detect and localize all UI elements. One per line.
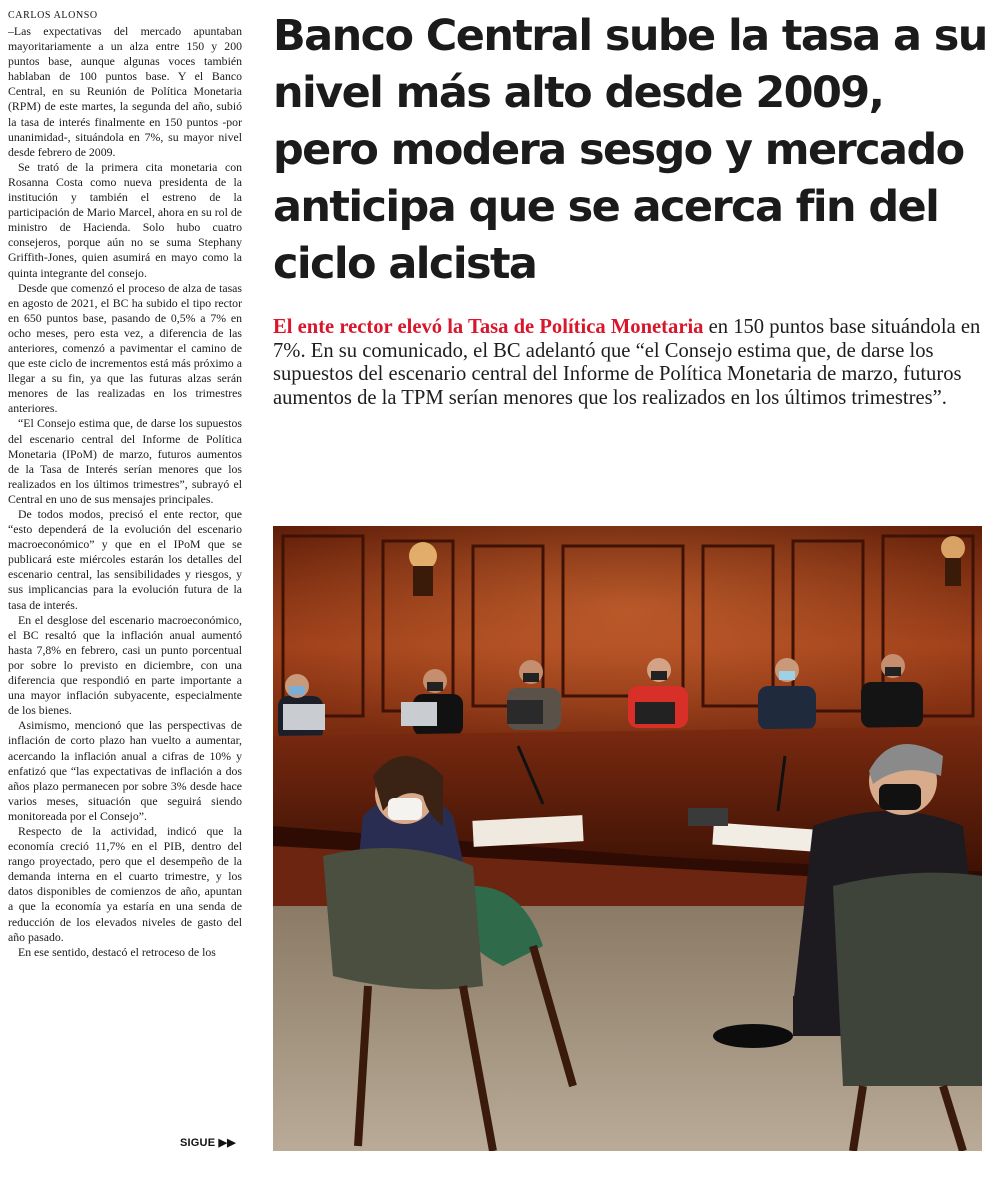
deck-lead: El ente rector elevó la Tasa de Política Monetaria: [273, 316, 704, 338]
deck-text: en 150 puntos base situándola en 7%. En su comunicado, el BC adelantó que “el Consejo estima que, de darse los supuestos del escenario central del Informe de Política Monetaria de marzo, futuros aumentos de la TPM serían menores que los realizados en los últimos trimestres”.: [273, 316, 981, 409]
byline: CARLOS ALONSO: [8, 10, 98, 21]
headline: Banco Central sube la tasa a su nivel más alto desde 2009, pero modera sesgo y mercado anticipa que se acerca fin del ciclo alcista: [273, 11, 987, 289]
leather-chair: [323, 848, 483, 989]
continue-link[interactable]: SIGUE ▶▶: [180, 1137, 236, 1149]
body-paragraph: Se trató de la primera cita monetaria con Rosanna Costa como nueva presidenta de la institución y también el estreno de la participación de Mario Marcel, ahora en su rol de ministro de Hacienda. Solo hubo cuatro consejeros, porque aún no se suma Stephany Griffith-Jones, quien asumirá en mayo como la quinta integrante del consejo.: [8, 159, 242, 280]
body-paragraph: Respecto de la actividad, indicó que la economía creció 11,7% en el PIB, dentro del rango proyectado, pero que el desempeño de la demanda interna en el cuarto trimestre, y los datos disponibles de comienzos de año, apuntan a que la economía ya estaría en una senda de reducción de los elevados niveles de gasto del año pasado.: [8, 823, 242, 944]
body-paragraph: De todos modos, precisó el ente rector, que “esto dependerá de la evolución del escenario macroeconómico” y que en el IPoM que se publicará este miércoles estarán los detalles del escenario central, las sensibilidades y riesgos, y sus implicancias para la evolución futura de la tasa de interés.: [8, 507, 242, 612]
body-paragraph: Asimismo, mencionó que las perspectivas de inflación de corto plazo han vuelto a aumentar, acercando la inflación anual a cifras de 10% y enfatizó que “las expectativas de inflación a dos años plazo permanecen por sobre 3% desde hace varios meses, situación que seguirá siendo monitoreada por el Consejo”.: [8, 718, 242, 823]
leather-chair: [833, 873, 982, 1086]
body-paragraph: En el desglose del escenario macroeconómico, el BC resaltó que la inflación anual aumentó hasta 7,8% en febrero, casi un punto porcentual por sobre lo previsto en diciembre, con una diferencia que respondió en parte importante a una mayor inflación subyacente, especialmente de los bienes.: [8, 612, 242, 718]
body-paragraph: “El Consejo estima que, de darse los supuestos del escenario central del Informe de Política Monetaria (IPoM) de marzo, futuros aumentos de la Tasa de Interés serían menores que los realizados en los últimos trimestres”, subrayó el Central en uno de sus mensajes principales.: [8, 416, 242, 506]
meeting-photo-illustration: [273, 526, 982, 1151]
meeting-photo: [273, 526, 982, 1151]
body-paragraph: En ese sentido, destacó el retroceso de los: [18, 944, 216, 959]
deck: [273, 316, 988, 410]
article-body: [8, 24, 242, 1124]
body-paragraph: Desde que comenzó el proceso de alza de tasas en agosto de 2021, el BC ha subido el tipo rector en 650 puntos base, pasando de 0,5% a 7% en ocho meses, pero esta vez, a diferencia de las anteriores, comenzó a pavimentar el camino de que este ciclo de incrementos está más próximo a llegar a su fin, ya que las futuras alzas serán menores de las realizadas en los trimestres anteriores.: [8, 280, 242, 416]
body-paragraph: –Las expectativas del mercado apuntaban mayoritariamente a un alza entre 150 y 200 puntos base, aunque algunas voces también hablaban de 100 puntos base. Y el Banco Central, en su Reunión de Política Monetaria (RPM) de este martes, la segunda del año, subió la tasa de interés finalmente en 150 puntos -por unanimidad-, situándola en 7%, su mayor nivel desde febrero de 2009.: [8, 24, 242, 159]
